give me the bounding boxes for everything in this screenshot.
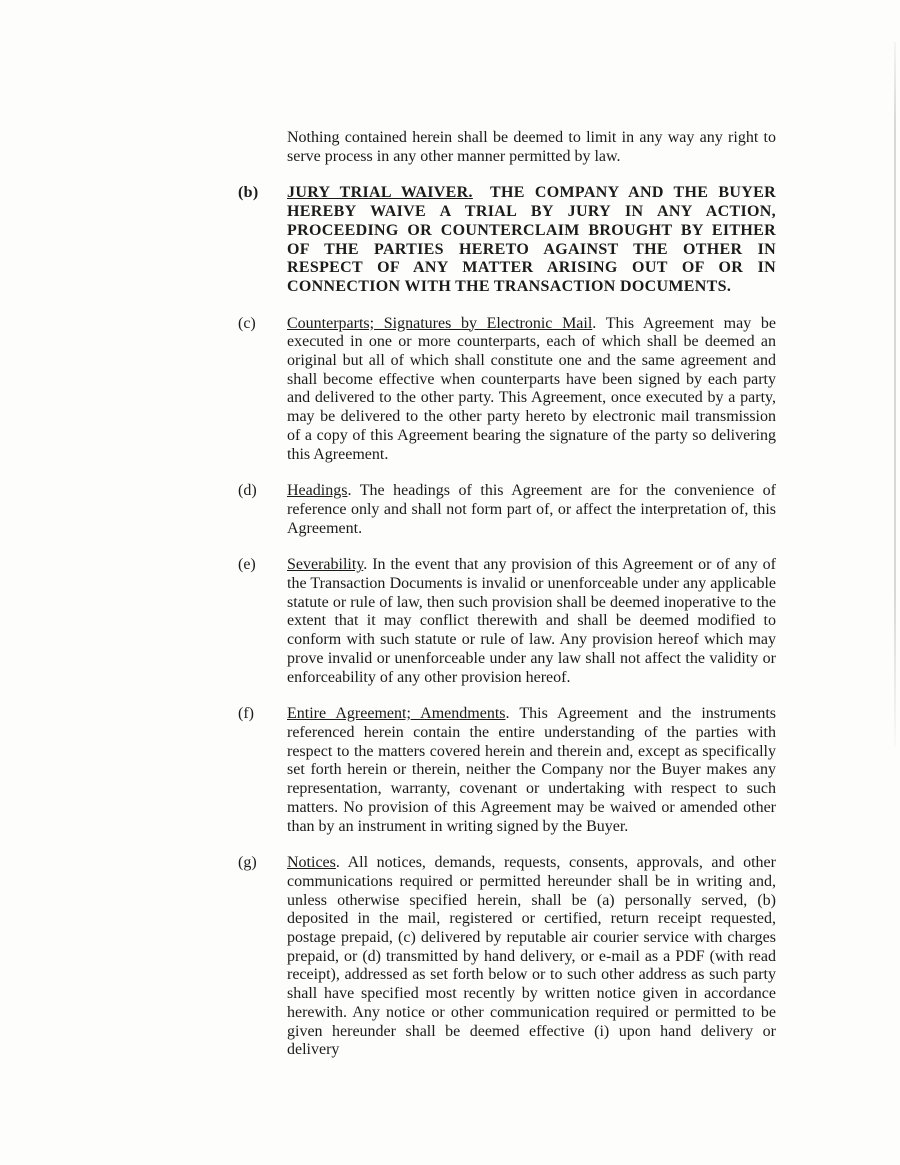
scan-artifact-line <box>894 42 896 747</box>
section-heading: Counterparts; Signatures by Electronic Mail <box>287 314 593 332</box>
section-b-jury-trial-waiver <box>238 184 776 296</box>
section-label: (d) <box>238 482 257 500</box>
section-label: (b) <box>238 184 259 202</box>
section-body: This Agreement may be executed in one or more counterparts, each of which shall be deemed an original but all of which shall constitute one and the same agreement and shall become effective when counterparts have been signed by each party and delivered to the other party. This Agreement, once executed by a party, may be delivered to the other party hereto by electronic mail transmission of a copy of this Agreement bearing the signature of the party so delivering this Agreement. <box>287 314 776 463</box>
section-c-counterparts <box>238 315 776 465</box>
section-text <box>287 184 776 296</box>
section-heading-separator: . <box>468 184 473 202</box>
section-text <box>287 315 776 465</box>
section-body: All notices, demands, requests, consents, approvals, and other communications required or permitted hereunder shall be in writing and, unless otherwise specified herein, shall be (a) personally served, (b) deposited in the mail, registered or certified, return receipt requested, postage prepaid, (c) delivered by reputable air courier service with charges prepaid, or (d) transmitted by hand delivery, or e-mail as a PDF (with read receipt), addressed as set forth below or to such other address as such party shall have specified most recently by written notice given in accordance herewith. Any notice or other communication required or permitted to be given hereunder shall be deemed effective (i) upon hand delivery or delivery <box>287 854 776 1059</box>
section-heading-separator: . <box>363 556 368 574</box>
section-label: (e) <box>238 556 256 574</box>
intro-paragraph-text: Nothing contained herein shall be deemed to limit in any way any right to serve process in any other manner permitted by law. <box>287 129 776 165</box>
section-heading-separator: . <box>505 705 510 723</box>
section-g-notices <box>238 854 776 1060</box>
section-e-severability <box>238 556 776 687</box>
section-body: This Agreement and the instruments referenced herein contain the entire understanding of the parties with respect to the matters covered herein and therein and, except as specifically set forth herein or therein, neither the Company nor the Buyer makes any representation, warranty, covenant or undertaking with respect to such matters. No provision of this Agreement may be waived or amended other than by an instrument in writing signed by the Buyer. <box>287 705 777 835</box>
section-heading: Notices <box>287 854 336 872</box>
document-content <box>238 129 776 1078</box>
section-heading: Severability <box>287 556 364 574</box>
section-heading: JURY TRIAL WAIVER <box>287 184 469 202</box>
section-heading: Entire Agreement; Amendments <box>287 705 506 723</box>
section-text <box>287 854 776 1060</box>
section-label: (c) <box>238 314 256 332</box>
section-heading-separator: . <box>347 482 352 500</box>
paragraph-label-spacer <box>238 129 287 166</box>
section-f-entire-agreement <box>238 705 776 836</box>
section-label: (f) <box>238 705 254 723</box>
section-heading-separator: . <box>592 314 597 332</box>
section-text <box>287 482 776 538</box>
section-d-headings <box>238 482 776 538</box>
section-label: (g) <box>238 854 257 872</box>
section-text <box>287 705 776 836</box>
section-body: The headings of this Agreement are for the convenience of reference only and shall not form part of, or affect the interpretation of, this Agreement. <box>287 482 777 537</box>
section-heading: Headings <box>287 482 348 500</box>
intro-paragraph <box>238 129 776 166</box>
section-body: THE COMPANY AND THE BUYER HEREBY WAIVE A TRIAL BY JURY IN ANY ACTION, PROCEEDING OR COUNTERCLAIM BROUGHT BY EITHER OF THE PARTIES HERETO AGAINST THE OTHER IN RESPECT OF ANY MATTER ARISING OUT OF OR IN CONNECTION WITH THE TRANSACTION DOCUMENTS. <box>287 184 776 295</box>
section-text <box>287 556 776 687</box>
section-heading-separator: . <box>335 854 340 872</box>
section-body: In the event that any provision of this Agreement or of any of the Transaction Documents is invalid or unenforceable under any applicable statute or rule of law, then such provision shall be deemed inoperative to the extent that it may conflict therewith and shall be deemed modified to conform with such statute or rule of law. Any provision hereof which may prove invalid or unenforceable under any law shall not affect the validity or enforceability of any other provision hereof. <box>287 556 776 686</box>
